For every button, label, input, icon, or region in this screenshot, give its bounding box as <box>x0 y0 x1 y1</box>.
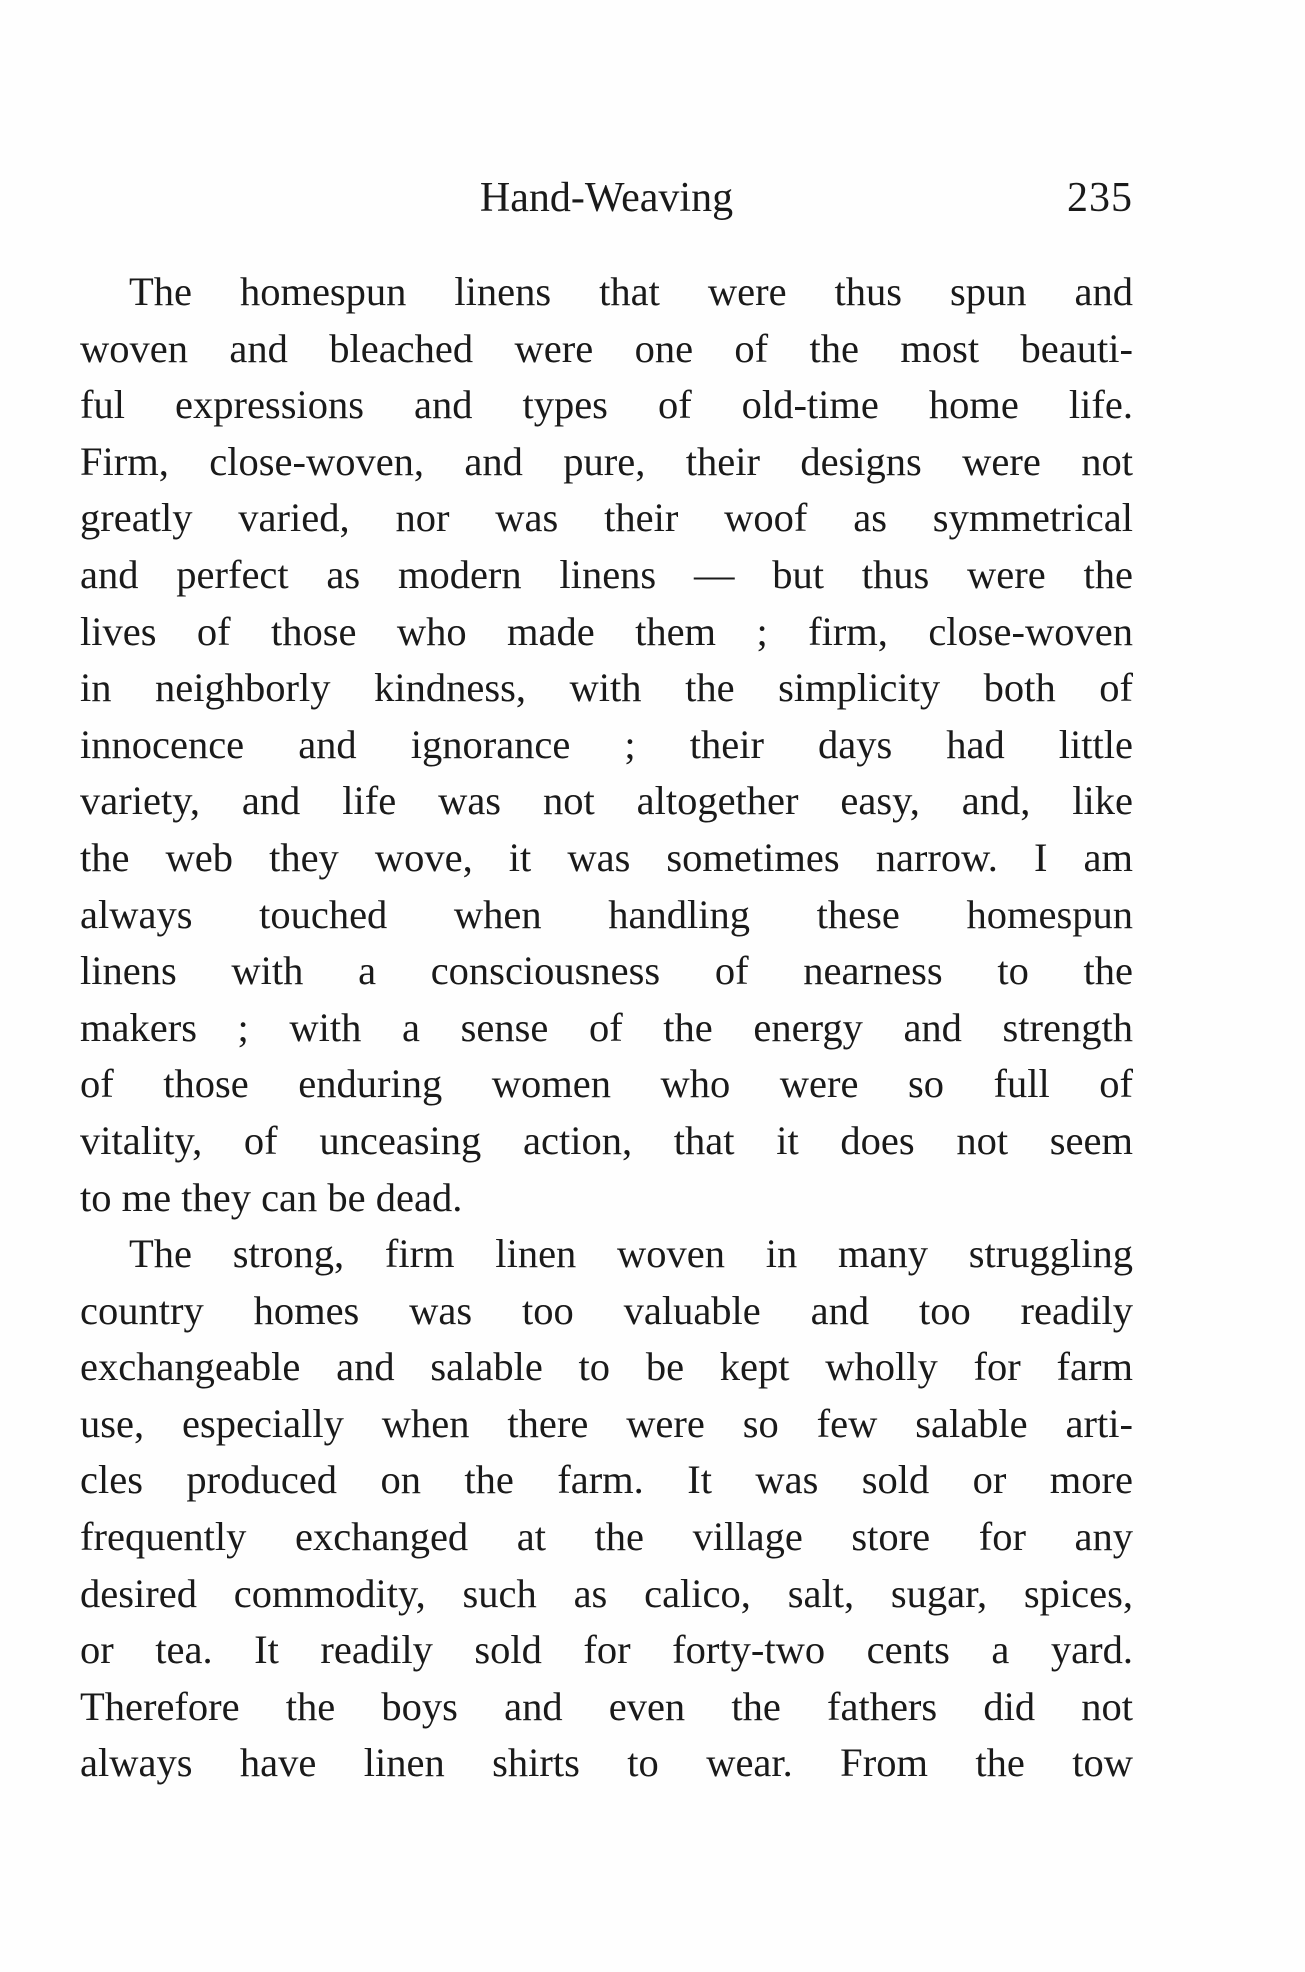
text-line: cles produced on the farm. It was sold or more <box>80 1457 1133 1503</box>
text-line: in neighborly kindness, with the simplicity both of <box>80 665 1133 711</box>
text-line: Therefore the boys and even the fathers did not <box>80 1683 1133 1729</box>
text-line: Firm, close-woven, and pure, their designs were not <box>80 438 1133 484</box>
text-line: the web they wove, it was sometimes narrow. I am <box>80 834 1133 880</box>
running-head <box>80 168 1133 228</box>
paragraph-2 <box>80 1226 1133 1792</box>
text-line: The strong, firm linen woven in many struggling <box>129 1231 1133 1277</box>
text-line: ful expressions and types of old-time home life. <box>80 382 1133 428</box>
text-line: always touched when handling these homespun <box>80 891 1133 937</box>
text-line: use, especially when there were so few salable arti- <box>80 1400 1133 1446</box>
text-line: or tea. It readily sold for forty-two cents a yard. <box>80 1627 1133 1673</box>
text-line: woven and bleached were one of the most beauti- <box>80 325 1133 371</box>
text-line: vitality, of unceasing action, that it does not seem <box>80 1117 1133 1163</box>
text-line: country homes was too valuable and too readily <box>80 1287 1133 1333</box>
text-line: makers ; with a sense of the energy and strength <box>80 1004 1133 1050</box>
text-line: greatly varied, nor was their woof as symmetrical <box>80 495 1133 541</box>
text-line: The homespun linens that were thus spun and <box>129 269 1133 314</box>
text-line: lives of those who made them ; firm, close-woven <box>80 608 1133 654</box>
text-line: innocence and ignorance ; their days had little <box>80 721 1133 767</box>
text-line: to me they can be dead. <box>80 1174 463 1220</box>
running-title: Hand-Weaving <box>479 175 734 221</box>
text-line: always have linen shirts to wear. From the tow <box>80 1740 1133 1786</box>
text-line: desired commodity, such as calico, salt, sugar, spices, <box>80 1570 1133 1616</box>
text-line: variety, and life was not altogether easy, and, like <box>80 778 1133 824</box>
text-line: of those enduring women who were so full of <box>80 1061 1133 1107</box>
text-line: frequently exchanged at the village store for any <box>80 1514 1133 1560</box>
text-line: and perfect as modern linens — but thus were the <box>80 551 1133 597</box>
paragraph-1 <box>80 264 1133 1226</box>
text-line: exchangeable and salable to be kept wholly for farm <box>80 1344 1133 1390</box>
page-number: 235 <box>1067 175 1133 221</box>
text-line: linens with a consciousness of nearness to the <box>80 948 1133 994</box>
body-text <box>80 264 1133 1792</box>
